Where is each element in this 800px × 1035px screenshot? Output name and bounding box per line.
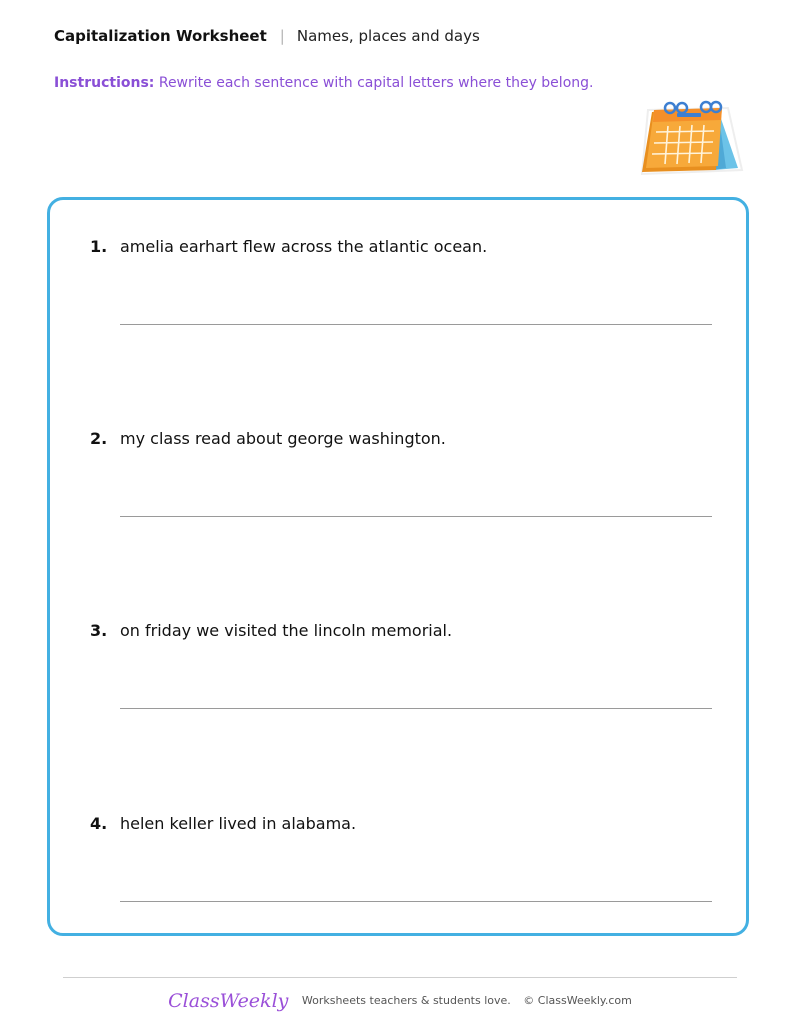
footer-divider: [63, 977, 737, 978]
question-number: 4.: [90, 814, 108, 833]
calendar-icon: [634, 98, 744, 178]
question-number: 2.: [90, 429, 108, 448]
question-sentence: helen keller lived in alabama.: [120, 814, 357, 833]
question-number: 3.: [90, 621, 108, 640]
question-number: 1.: [90, 237, 108, 256]
calendar-illustration: [634, 98, 744, 178]
footer-copyright: © ClassWeekly.com: [523, 994, 632, 1007]
footer-tagline: Worksheets teachers & students love.: [301, 994, 511, 1007]
worksheet-subtitle: Names, places and days: [296, 27, 480, 45]
question-2: [50, 392, 746, 512]
brand-logo: ClassWeekly: [168, 990, 289, 1012]
question-3: [50, 584, 746, 704]
question-sentence: amelia earhart flew across the atlantic ocean.: [120, 237, 488, 256]
footer: [0, 989, 800, 1013]
question-1: [50, 200, 746, 320]
answer-line[interactable]: [120, 516, 712, 517]
worksheet-title: Capitalization Worksheet: [54, 27, 267, 45]
questions-card: [47, 197, 749, 936]
answer-line[interactable]: [120, 901, 712, 902]
answer-line[interactable]: [120, 324, 712, 325]
instructions-label: Instructions:: [54, 75, 155, 91]
question-sentence: on friday we visited the lincoln memorial.: [120, 621, 453, 640]
header-separator: |: [279, 27, 285, 45]
worksheet-header: [54, 26, 480, 46]
question-sentence: my class read about george washington.: [120, 429, 446, 448]
question-4: [50, 777, 746, 897]
instructions-text: Rewrite each sentence with capital letters where they belong.: [154, 75, 594, 91]
instructions: [54, 74, 593, 92]
answer-line[interactable]: [120, 708, 712, 709]
